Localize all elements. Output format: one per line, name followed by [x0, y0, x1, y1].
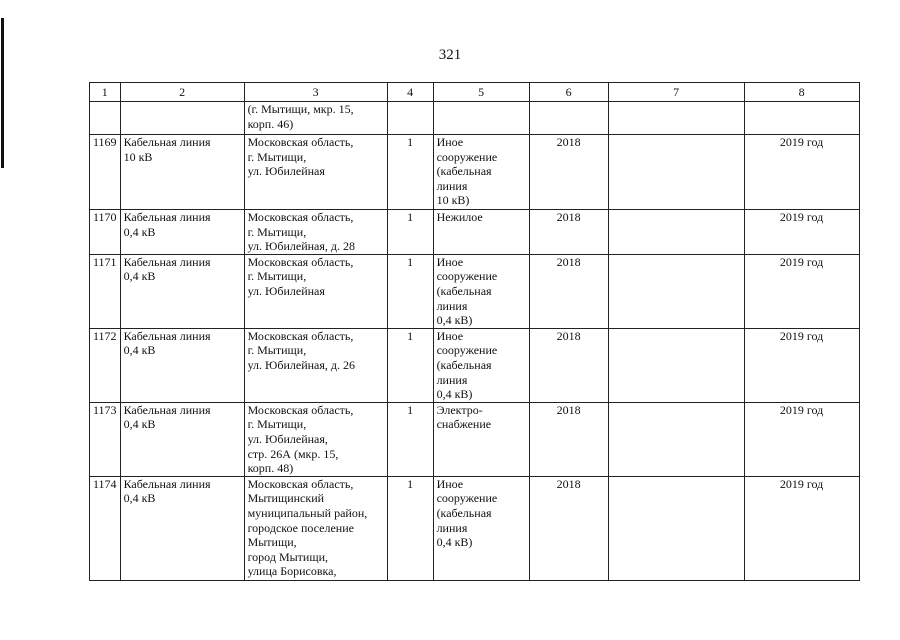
scan-edge-mark: [1, 18, 4, 168]
row-number-cell: 1170: [90, 210, 121, 255]
registry-table: [89, 82, 860, 581]
column-header: 8: [744, 83, 859, 102]
quantity-cell: 1: [387, 476, 433, 580]
row-number-cell: 1169: [90, 135, 121, 210]
period-cell: 2019 год: [744, 476, 859, 580]
year-cell: 2018: [529, 135, 608, 210]
object-name-cell: Кабельная линия 0,4 кВ: [120, 328, 244, 402]
table-row: [90, 135, 860, 210]
column-header: 1: [90, 83, 121, 102]
table-row: [90, 102, 860, 135]
row-number-cell: 1171: [90, 254, 121, 328]
quantity-cell: 1: [387, 210, 433, 255]
object-name-cell: Кабельная линия 0,4 кВ: [120, 210, 244, 255]
year-cell: 2018: [529, 254, 608, 328]
period-cell: 2019 год: [744, 135, 859, 210]
year-cell: 2018: [529, 328, 608, 402]
column-header: 5: [433, 83, 529, 102]
row-number-cell: [90, 102, 121, 135]
object-name-cell: Кабельная линия 0,4 кВ: [120, 476, 244, 580]
table-row: [90, 402, 860, 476]
quantity-cell: 1: [387, 328, 433, 402]
row-number-cell: 1172: [90, 328, 121, 402]
address-cell: Московская область, Мытищинский муниципальный район, городское поселение Мытищи, город Мытищи, улица Борисовка,: [244, 476, 387, 580]
column-7-cell: [608, 402, 744, 476]
row-number-cell: 1174: [90, 476, 121, 580]
table-header-row: [90, 83, 860, 102]
column-7-cell: [608, 476, 744, 580]
purpose-cell: Нежилое: [433, 210, 529, 255]
page-number: 321: [438, 47, 462, 63]
address-cell: Московская область, г. Мытищи, ул. Юбилейная: [244, 135, 387, 210]
column-header: 6: [529, 83, 608, 102]
quantity-cell: 1: [387, 254, 433, 328]
column-header: 3: [244, 83, 387, 102]
column-header: 2: [120, 83, 244, 102]
purpose-cell: Иное сооружение (кабельная линия 0,4 кВ): [433, 328, 529, 402]
address-cell: Московская область, г. Мытищи, ул. Юбилейная, д. 28: [244, 210, 387, 255]
object-name-cell: Кабельная линия 0,4 кВ: [120, 402, 244, 476]
period-cell: [744, 102, 859, 135]
purpose-cell: Электро- снабжение: [433, 402, 529, 476]
purpose-cell: Иное сооружение (кабельная линия 0,4 кВ): [433, 476, 529, 580]
period-cell: 2019 год: [744, 402, 859, 476]
year-cell: 2018: [529, 210, 608, 255]
period-cell: 2019 год: [744, 210, 859, 255]
column-header: 7: [608, 83, 744, 102]
year-cell: 2018: [529, 476, 608, 580]
quantity-cell: 1: [387, 402, 433, 476]
object-name-cell: Кабельная линия 0,4 кВ: [120, 254, 244, 328]
table-row: [90, 210, 860, 255]
address-cell: (г. Мытищи, мкр. 15, корп. 46): [244, 102, 387, 135]
period-cell: 2019 год: [744, 328, 859, 402]
period-cell: 2019 год: [744, 254, 859, 328]
column-7-cell: [608, 135, 744, 210]
column-7-cell: [608, 328, 744, 402]
column-7-cell: [608, 210, 744, 255]
column-7-cell: [608, 254, 744, 328]
year-cell: 2018: [529, 402, 608, 476]
table-row: [90, 254, 860, 328]
purpose-cell: [433, 102, 529, 135]
table-row: [90, 476, 860, 580]
column-header: 4: [387, 83, 433, 102]
address-cell: Московская область, г. Мытищи, ул. Юбилейная, стр. 26А (мкр. 15, корп. 48): [244, 402, 387, 476]
purpose-cell: Иное сооружение (кабельная линия 10 кВ): [433, 135, 529, 210]
purpose-cell: Иное сооружение (кабельная линия 0,4 кВ): [433, 254, 529, 328]
quantity-cell: [387, 102, 433, 135]
address-cell: Московская область, г. Мытищи, ул. Юбилейная: [244, 254, 387, 328]
quantity-cell: 1: [387, 135, 433, 210]
table-row: [90, 328, 860, 402]
row-number-cell: 1173: [90, 402, 121, 476]
object-name-cell: [120, 102, 244, 135]
address-cell: Московская область, г. Мытищи, ул. Юбилейная, д. 26: [244, 328, 387, 402]
column-7-cell: [608, 102, 744, 135]
object-name-cell: Кабельная линия 10 кВ: [120, 135, 244, 210]
year-cell: [529, 102, 608, 135]
